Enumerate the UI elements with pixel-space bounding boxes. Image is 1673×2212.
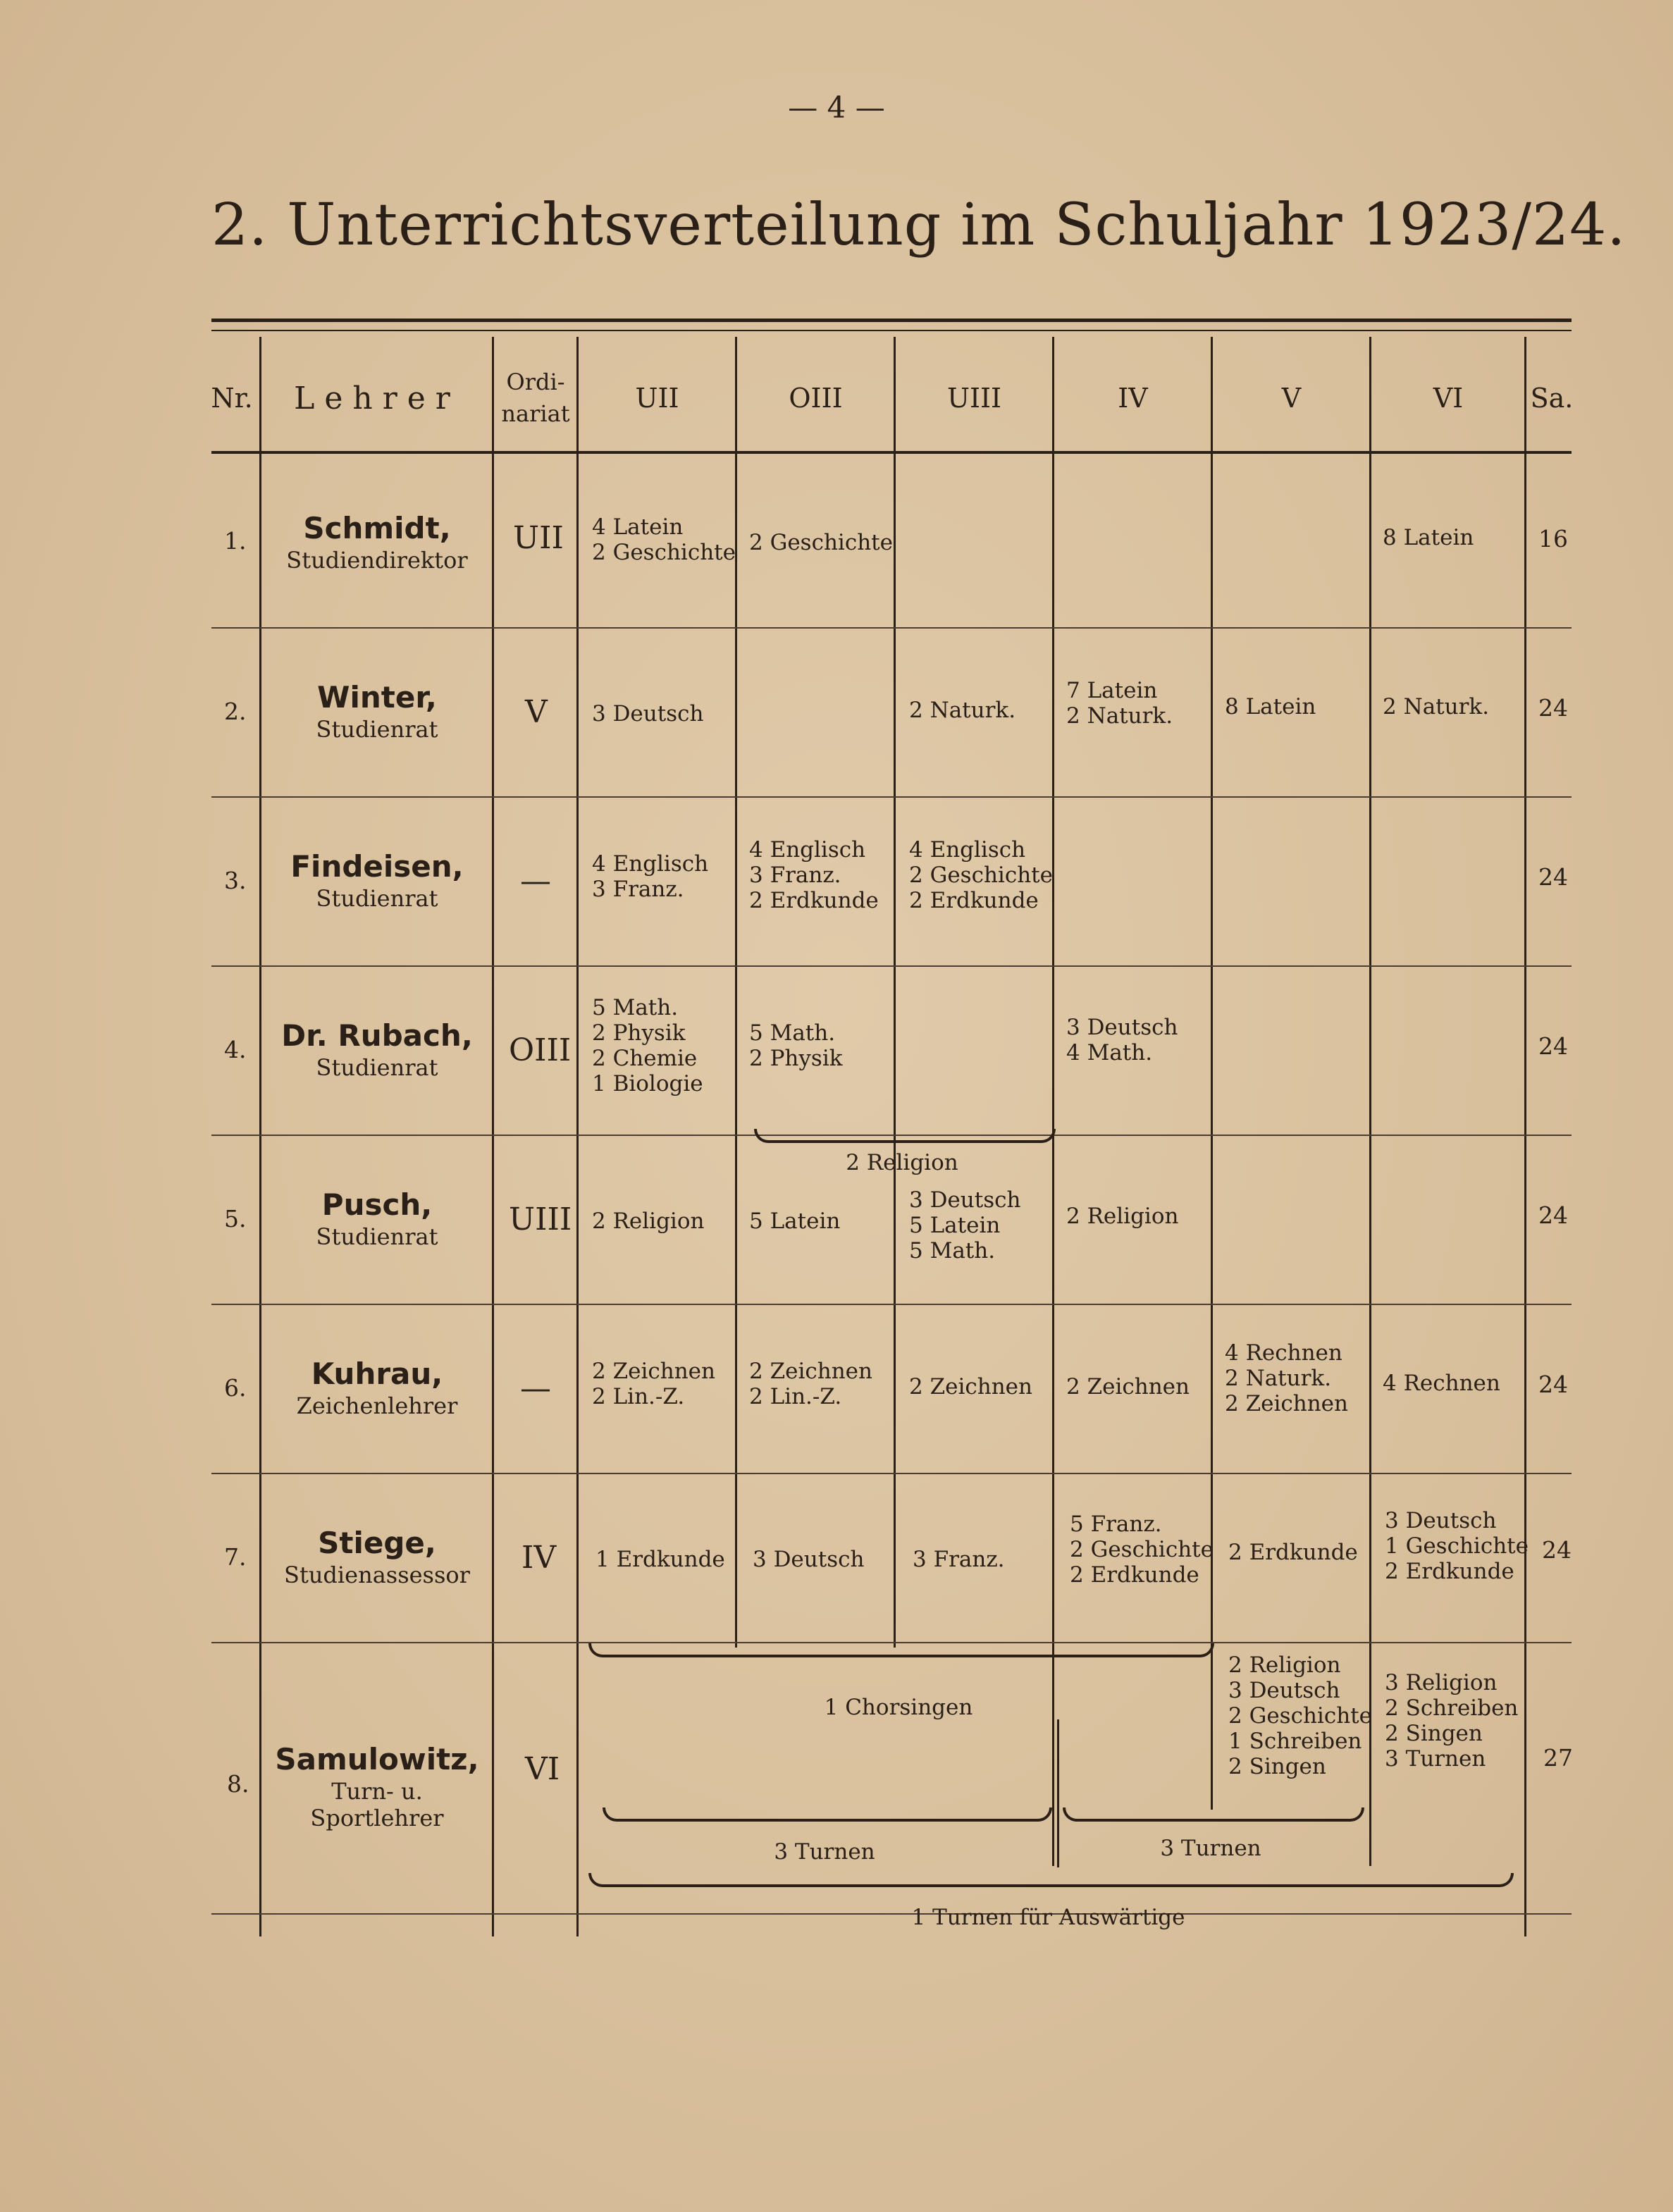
lesson-cell: 2 Naturk. [909,698,1016,723]
merge-brace [754,1129,1056,1143]
merged-lesson: 3 Turnen [1160,1836,1261,1861]
ordinariat: — [520,1371,551,1407]
ordinariat: OIII [509,1032,572,1068]
row-number: 2. [224,698,247,725]
row-line [211,1304,1572,1305]
row-number: 1. [224,527,247,555]
teacher-role: Studienrat [316,1054,438,1081]
lesson-cell: 4 Englisch 3 Franz. [592,851,709,902]
teacher [262,1357,492,1419]
row-number: 5. [224,1205,247,1232]
teacher-role: Studienrat [316,1223,438,1250]
teacher [262,1742,492,1831]
lesson-cell: 4 Rechnen [1383,1371,1500,1396]
col-line [259,337,261,1936]
sum: 24 [1542,1536,1572,1564]
ordinariat: UII [513,520,564,556]
lesson-cell: 3 Franz. [913,1547,1005,1572]
row-number: 6. [224,1374,247,1402]
row-number: 8. [227,1770,249,1798]
merged-lesson: 1 Chorsingen [824,1695,973,1720]
top-rule-thin [211,330,1572,331]
teacher-name: Winter, [317,680,437,715]
top-rule [211,319,1572,322]
teacher [262,1018,492,1081]
header-class-uii: UII [635,383,679,414]
teacher-name: Findeisen, [290,849,464,884]
teacher-role: Zeichenlehrer [296,1392,458,1419]
teacher-role: Turn- u. Sportlehrer [310,1778,444,1831]
sum: 24 [1538,1201,1568,1229]
sum: 16 [1538,525,1568,552]
page-title: 2. Unterrichtsverteilung im Schuljahr 1923/24. [211,192,1626,259]
teacher [262,680,492,743]
teacher-name: Samulowitz, [275,1742,479,1777]
ordinariat: UIII [509,1201,572,1237]
teacher-role: Studienassessor [284,1562,470,1588]
ordinariat: VI [525,1751,560,1787]
merge-brace [1063,1808,1364,1822]
teacher [262,849,492,912]
lesson-cell: 3 Deutsch [753,1547,865,1572]
teacher-name: Pusch, [321,1187,433,1222]
header-class-uiii: UIII [946,383,1002,414]
teacher-name: Schmidt, [303,511,451,545]
page-number: — 4 — [788,90,885,125]
col-line [1524,337,1526,1936]
merged-lesson: 2 Religion [846,1150,958,1175]
teacher-name: Dr. Rubach, [281,1018,473,1053]
lesson-cell: 2 Geschichte [749,530,893,555]
sum: 24 [1538,863,1568,891]
col-line [576,337,579,1936]
lesson-cell: 2 Naturk. [1383,694,1490,719]
row-line [211,627,1572,629]
ordinariat: — [520,863,551,899]
teacher [262,511,492,574]
row-line [211,796,1572,798]
header-ordinariat: Ordi- nariat [501,369,570,427]
header-class-vi: VI [1433,383,1464,414]
merge-brace [603,1808,1052,1822]
col-line [1052,337,1054,1866]
row-number: 3. [224,867,247,894]
col-line [1211,337,1213,1810]
lesson-cell: 4 Rechnen 2 Naturk. 2 Zeichnen [1225,1340,1348,1416]
lesson-cell: 2 Religion [1066,1204,1179,1229]
row-line [211,965,1572,967]
lesson-cell: 3 Deutsch 5 Latein 5 Math. [909,1187,1021,1263]
lesson-cell: 8 Latein [1383,525,1474,550]
lesson-cell: 3 Deutsch 1 Geschichte 2 Erdkunde [1385,1508,1529,1584]
sum: 27 [1543,1744,1573,1772]
lesson-cell: 5 Math. 2 Physik 2 Chemie 1 Biologie [592,995,703,1096]
teacher-role: Studienrat [316,716,438,743]
lesson-cell: 2 Zeichnen [1066,1374,1190,1400]
lesson-cell: 5 Math. 2 Physik [749,1020,843,1071]
col-line [492,337,494,1936]
col-line [1057,1719,1059,1867]
merge-brace [588,1643,1214,1657]
merged-lesson: 1 Turnen für Auswärtige [911,1905,1185,1930]
sum: 24 [1538,694,1568,722]
lesson-cell: 3 Deutsch [592,701,704,727]
lesson-cell: 1 Erdkunde [595,1547,725,1572]
lesson-cell: 5 Latein [749,1209,841,1234]
lesson-cell: 3 Deutsch 4 Math. [1066,1015,1178,1065]
lesson-cell: 2 Zeichnen [909,1374,1032,1400]
lesson-cell: 7 Latein 2 Naturk. [1066,678,1173,729]
header-class-oiii: OIII [789,383,843,414]
row-number: 7. [224,1543,247,1571]
lesson-cell: 4 Englisch 2 Geschichte 2 Erdkunde [909,837,1053,913]
header-class-iv: IV [1118,383,1148,414]
lesson-cell: 2 Religion 3 Deutsch 2 Geschichte 1 Schreiben 2 Singen [1228,1652,1372,1779]
lesson-cell: 2 Erdkunde [1228,1540,1358,1565]
header-sa: Sa. [1530,383,1574,414]
teacher-name: Stiege, [318,1526,436,1560]
teacher [262,1526,492,1588]
lesson-cell: 3 Religion 2 Schreiben 2 Singen 3 Turnen [1385,1670,1519,1772]
row-number: 4. [224,1036,247,1063]
ordinariat: IV [521,1540,557,1576]
lesson-cell: 2 Zeichnen 2 Lin.-Z. [749,1359,872,1409]
merged-lesson: 3 Turnen [774,1839,875,1865]
col-line [1369,337,1371,1866]
teacher-name: Kuhrau, [311,1357,443,1391]
lesson-cell: 4 Latein 2 Geschichte [592,514,736,565]
row-line [211,1473,1572,1474]
lesson-cell: 4 Englisch 3 Franz. 2 Erdkunde [749,837,879,913]
lesson-cell: 5 Franz. 2 Geschichte 2 Erdkunde [1070,1512,1214,1588]
lesson-cell: 8 Latein [1225,694,1316,719]
teacher [262,1187,492,1250]
sum: 24 [1538,1032,1568,1060]
header-class-v: V [1281,383,1302,414]
col-line [894,337,896,1648]
sum: 24 [1538,1371,1568,1398]
merge-brace [588,1873,1514,1887]
ordinariat: V [525,694,548,730]
teacher-role: Studiendirektor [286,547,468,574]
header-nr: Nr. [211,383,253,414]
lesson-cell: 2 Zeichnen 2 Lin.-Z. [592,1359,715,1409]
header-lehrer: Lehrer [294,380,460,416]
lesson-cell: 2 Religion [592,1209,705,1234]
teacher-role: Studienrat [316,885,438,912]
